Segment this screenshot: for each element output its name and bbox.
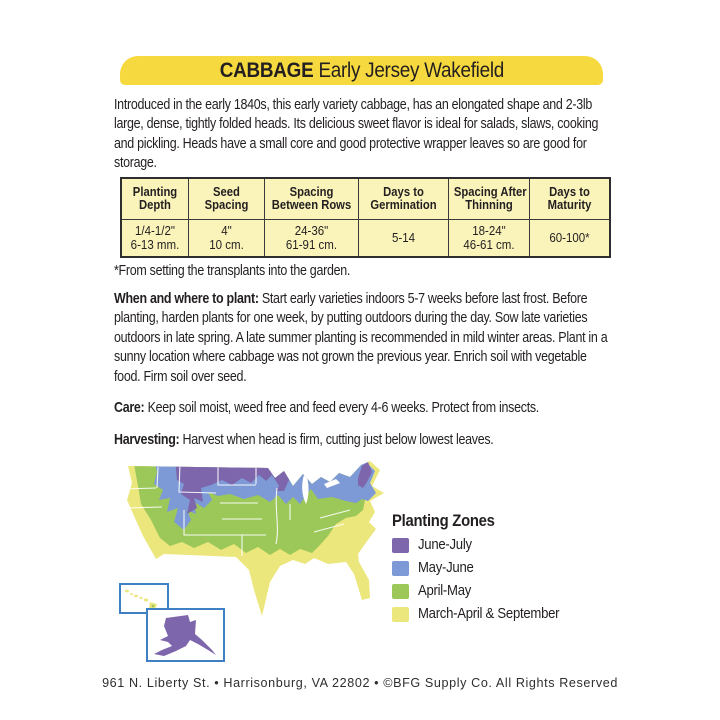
section-care — [114, 399, 611, 418]
section-harvesting-text: Harvest when head is firm, cutting just below lowest leaves. — [179, 432, 494, 448]
section-harvesting — [114, 431, 611, 450]
section-when-where — [114, 290, 611, 387]
variety-name-rest: Early Jersey Wakefield — [313, 58, 504, 82]
value-spacing-between-rows: 24-36" 61-91 cm. — [265, 220, 359, 256]
header-spacing-after-thinning: Spacing After Thinning — [449, 179, 530, 219]
intro-paragraph: Introduced in the early 1840s, this early variety cabbage, has an elongated shape and 2-3lb large, dense, tightly folded heads. Its delicious sweet flavor is ideal for salads, slaws, cooking and pickling. Heads have a small core and good protective wrapper leaves so are good for storage. — [114, 97, 599, 172]
alaska-inset-box — [146, 608, 225, 662]
header-spacing-between-rows: Spacing Between Rows — [265, 179, 359, 219]
legend-item-june-july — [392, 536, 575, 554]
legend-title: Planting Zones — [392, 512, 495, 530]
legend-label-june-july: June-July — [418, 537, 472, 553]
value-days-to-maturity: 60-100* — [549, 229, 590, 245]
table-footnote: *From setting the transplants into the garden. — [114, 263, 351, 279]
page-title — [219, 59, 503, 83]
value-spacing-after-thinning: 18-24" 46-61 cm. — [449, 220, 530, 256]
header-seed-spacing: Seed Spacing — [189, 179, 265, 219]
value-planting-depth: 1/4-1/2" 6-13 mm. — [122, 220, 189, 256]
legend-item-march-april-september — [392, 605, 575, 623]
legend-swatch-may-june — [392, 561, 409, 576]
variety-name-bold: CABBAGE — [219, 58, 314, 82]
header-planting-depth: Planting Depth — [122, 179, 189, 219]
table-header-row — [122, 179, 609, 220]
title-banner — [120, 56, 603, 85]
footer-address-line: 961 N. Liberty St. • Harrisonburg, VA 22802 • ©BFG Supply Co. All Rights Reserved — [102, 676, 618, 690]
section-when-where-text: Start early varieties indoors 5-7 weeks before last frost. Before planting, harden plants for one week, by putting outdoors during the day. Sow late varieties outdoors in late spring. A late summer planting is recommended in mild winter areas. Plant in a sunny location where cabbage was not grown the previous year. Enrich soil with vegetable food. Firm soil over seed. — [114, 291, 608, 385]
legend-item-may-june — [392, 559, 575, 577]
section-care-text: Keep soil moist, weed free and feed every 4-6 weeks. Protect from insects. — [144, 400, 539, 416]
header-days-to-maturity: Days to Maturity — [547, 184, 592, 212]
legend-item-april-may — [392, 582, 575, 600]
section-when-where-label: When and where to plant: — [114, 291, 259, 307]
legend-swatch-june-july — [392, 538, 409, 553]
legend-label-may-june: May-June — [418, 560, 474, 576]
header-days-to-germination: Days to Germination — [359, 179, 449, 219]
value-days-to-germination: 5-14 — [359, 220, 449, 256]
table-value-row — [122, 220, 609, 256]
legend-label-march-april-september: March-April & September — [418, 606, 560, 622]
planting-info-table — [120, 177, 611, 258]
alaska-shape — [148, 610, 223, 660]
legend-label-april-may: April-May — [418, 583, 472, 599]
legend-swatch-april-may — [392, 584, 409, 599]
legend-swatch-march-april-september — [392, 607, 409, 622]
planting-zones-legend — [392, 512, 575, 623]
section-care-label: Care: — [114, 400, 145, 416]
value-seed-spacing: 4" 10 cm. — [189, 220, 265, 256]
section-harvesting-label: Harvesting: — [114, 432, 180, 448]
big-island-green-spot — [152, 605, 155, 608]
